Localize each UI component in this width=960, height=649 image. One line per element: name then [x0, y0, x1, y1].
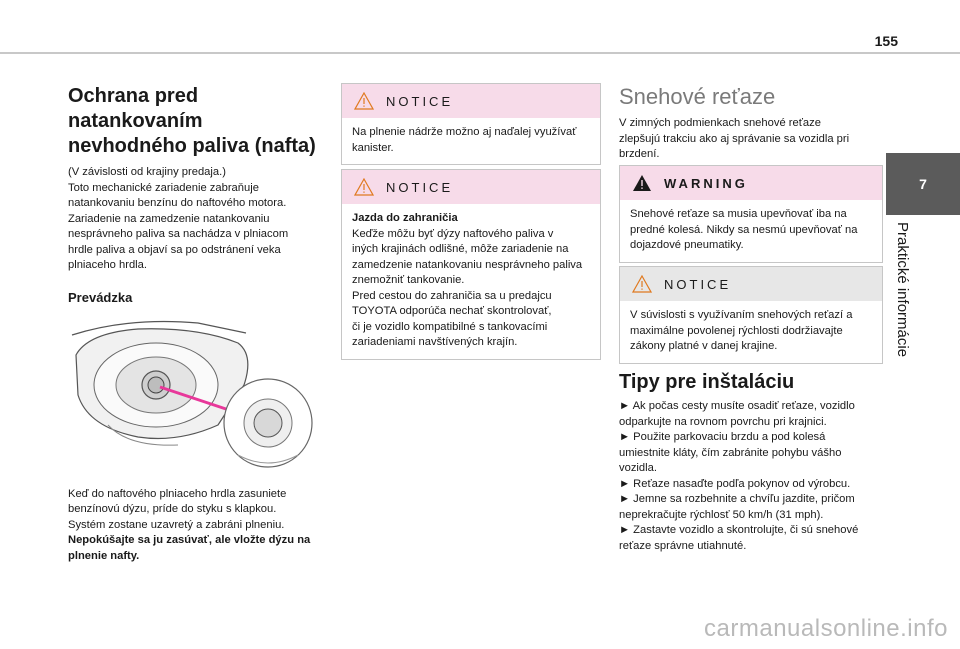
warning-triangle-icon	[354, 92, 374, 110]
warning-text: Snehové reťaze sa musia upevňovať iba na predné kolesá. Nikdy sa nesmú upevňovať na dojazdové pneumatiky.	[630, 208, 858, 251]
warning-filled-icon	[632, 174, 652, 192]
tips-list	[619, 399, 881, 554]
list-item: reťaze správne utiahnuté.	[619, 539, 747, 552]
tips-section	[619, 370, 881, 554]
chapter-title-text: Praktické informácie	[894, 222, 911, 358]
warning-box	[619, 165, 883, 263]
warning-header: WARNING	[620, 166, 882, 200]
list-item: ► Reťaze nasaďte podľa pokynov od výrobcu.	[619, 477, 851, 490]
top-divider	[0, 52, 960, 54]
fuel-filler-illustration	[68, 315, 326, 475]
list-item: ► Použite parkovaciu brzdu a pod kolesá	[619, 431, 826, 443]
list-item: ► Ak počas cesty musíte osadiť reťaze, vozidlo	[619, 400, 855, 412]
column-snow-chains	[619, 84, 881, 163]
section-title: Ochrana pred natankovaním nevhodného paliva (nafta)	[68, 85, 316, 157]
notice-header: NOTICE	[342, 170, 600, 204]
list-item: neprekračujte rýchlosť 50 km/h (31 mph).	[619, 508, 824, 521]
notice-text: Na plnenie nádrže možno aj naďalej využívať kanister.	[352, 126, 577, 154]
warning-triangle-icon	[632, 275, 652, 293]
warning-triangle-icon	[354, 178, 374, 196]
list-item: ► Jemne sa rozbehnite a chvíľu jazdite, pričom	[619, 493, 855, 505]
tips-title: Tipy pre inštaláciu	[619, 371, 795, 393]
column-misfuel	[68, 84, 328, 564]
notice-box-speed	[619, 266, 883, 364]
notice-box-canister	[341, 83, 601, 165]
notice-box-abroad	[341, 169, 601, 360]
watermark: carmanualsonline.info	[704, 615, 948, 642]
notice-header: NOTICE	[342, 84, 600, 118]
list-item: vozidla.	[619, 462, 657, 474]
list-item: ► Zastavte vozidlo a skontrolujte, či sú snehové	[619, 524, 859, 536]
notice-header: NOTICE	[620, 267, 882, 301]
notice-text: V súvislosti s využívaním snehových reťazí a maximálne povolenej rýchlosti dodržiavajte zákony platné v danej krajine.	[630, 309, 853, 352]
list-item: umiestnite kláty, čím zabránite pohybu vášho	[619, 446, 842, 459]
subheading-operation: Prevádzka	[68, 289, 133, 305]
intro-text: (V závislosti od krajiny predaja.) Toto mechanické zariadenie zabraňuje natankovaniu benzínu do naftového motora. Zariadenie na zamedzenie natankovaniu nesprávneho paliva sa nachádza v plniacom hrdle paliva a objaví sa po odstránení veka plniaceho hrdla.	[68, 166, 289, 271]
page-number: 155	[874, 33, 898, 49]
chapter-tab[interactable]: 7	[886, 153, 960, 215]
chapter-title	[889, 222, 915, 372]
operation-text: Keď do naftového plniaceho hrdla zasuniete benzínovú dýzu, príde do styku s klapkou. Systém zostane uzavretý a zabráni plneniu. Nepokúšajte sa ju zasúvať, ale vložte dýzu na plnenie nafty.	[68, 487, 311, 562]
notice-text: Jazda do zahraničia Keďže môžu byť dýzy naftového paliva v iných krajinách odlišné, môže zariadenie na zamedzenie natankovaniu nesprávneho paliva znemožniť tankovanie. Pred cestou do zahraničia sa u predajcu TOYOTA odporúča nechať skontrolovať, či je vozidlo kompatibilné s tankovacími zariadeniami navštívených krajín.	[352, 212, 583, 348]
section-title-snow-chains: Snehové reťaze	[619, 84, 776, 109]
list-item: odparkujte na rovnom povrchu pri krajnici.	[619, 415, 827, 428]
snow-chains-intro: V zimných podmienkach snehové reťaze zlepšujú trakciu ako aj správanie sa vozidla pri brzdení.	[619, 117, 850, 160]
